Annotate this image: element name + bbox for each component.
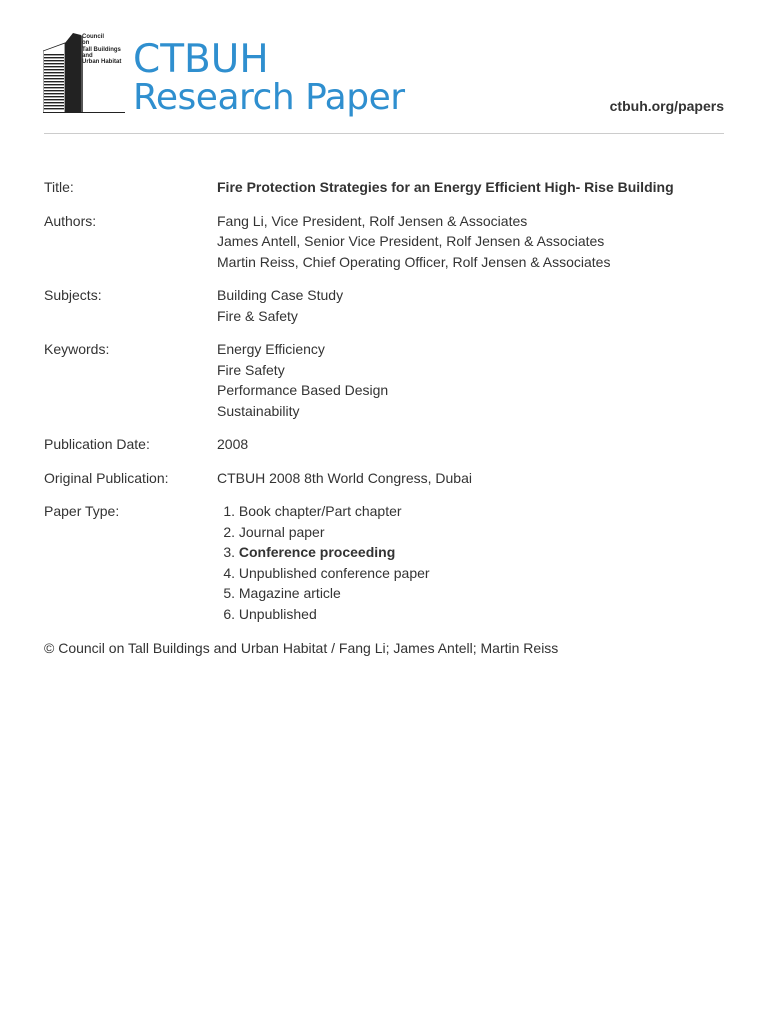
keywords-row <box>44 339 734 421</box>
author-item: James Antell, Senior Vice President, Rolf Jensen & Associates <box>217 233 605 249</box>
paper-type-text: Journal paper <box>238 523 325 540</box>
papers-link[interactable]: ctbuh.org/papers <box>609 98 724 114</box>
logo-line: Council <box>82 34 104 40</box>
paper-type-list <box>217 501 734 624</box>
paper-type-text: Book chapter/Part chapter <box>238 503 402 519</box>
paper-type-item <box>217 583 734 604</box>
paper-metadata <box>44 177 734 658</box>
header-divider <box>44 133 724 134</box>
subjects-list <box>217 285 734 326</box>
paper-type-number: 6. <box>223 605 235 622</box>
subjects-row <box>44 285 734 326</box>
logo-wordmark <box>82 34 126 65</box>
paper-type-item <box>217 522 734 543</box>
paper-type-text: Unpublished conference paper <box>238 564 430 581</box>
keyword-item: Performance Based Design <box>217 382 389 398</box>
keyword-item: Sustainability <box>217 402 300 419</box>
original-publication-label: Original Publication: <box>44 469 169 486</box>
paper-type-item <box>217 563 734 584</box>
title-value: Fire Protection Strategies for an Energy Efficient High- Rise Building <box>217 179 674 195</box>
authors-list <box>217 211 734 273</box>
paper-type-row <box>44 501 734 624</box>
brand-subtitle: Research Paper <box>133 77 405 118</box>
paper-type-number: 2. <box>223 523 235 540</box>
keyword-item: Energy Efficiency <box>217 341 325 357</box>
publication-date-value: 2008 <box>217 436 249 452</box>
paper-type-number: 4. <box>223 564 235 581</box>
copyright-notice: © Council on Tall Buildings and Urban Habitat / Fang Li; James Antell; Martin Reiss <box>44 640 559 656</box>
publication-date-row <box>44 434 734 455</box>
paper-type-item <box>217 604 734 625</box>
keywords-label: Keywords: <box>44 341 110 357</box>
title-label: Title: <box>44 179 74 195</box>
paper-type-number: 1. <box>223 503 235 519</box>
logo-line: on <box>82 40 90 47</box>
keywords-list <box>217 339 734 421</box>
paper-type-text: Conference proceeding <box>238 544 396 560</box>
publication-date-label: Publication Date: <box>44 436 150 452</box>
paper-type-text: Unpublished <box>238 605 317 622</box>
paper-type-item <box>217 501 734 522</box>
subject-item: Fire & Safety <box>217 307 298 324</box>
logo-line: and <box>82 52 93 59</box>
author-item: Fang Li, Vice President, Rolf Jensen & Associates <box>217 212 528 229</box>
paper-type-item-selected <box>217 542 734 563</box>
original-publication-value: CTBUH 2008 8th World Congress, Dubai <box>217 469 472 486</box>
paper-type-label: Paper Type: <box>44 503 120 519</box>
author-item: Martin Reiss, Chief Operating Officer, Rolf Jensen & Associates <box>217 253 611 270</box>
brand-title: CTBUH <box>133 37 269 82</box>
subject-item: Building Case Study <box>217 287 344 303</box>
subjects-label: Subjects: <box>44 287 102 303</box>
title-row <box>44 177 734 198</box>
paper-type-number: 3. <box>223 544 235 560</box>
authors-label: Authors: <box>44 212 97 229</box>
keyword-item: Fire Safety <box>217 361 285 378</box>
paper-type-number: 5. <box>223 585 235 601</box>
header <box>0 0 768 135</box>
original-publication-row <box>44 468 734 489</box>
paper-type-text: Magazine article <box>238 585 341 601</box>
authors-row <box>44 211 734 273</box>
logo-line: Urban Habitat <box>82 59 122 66</box>
logo-line: Tall Buildings <box>82 46 121 53</box>
